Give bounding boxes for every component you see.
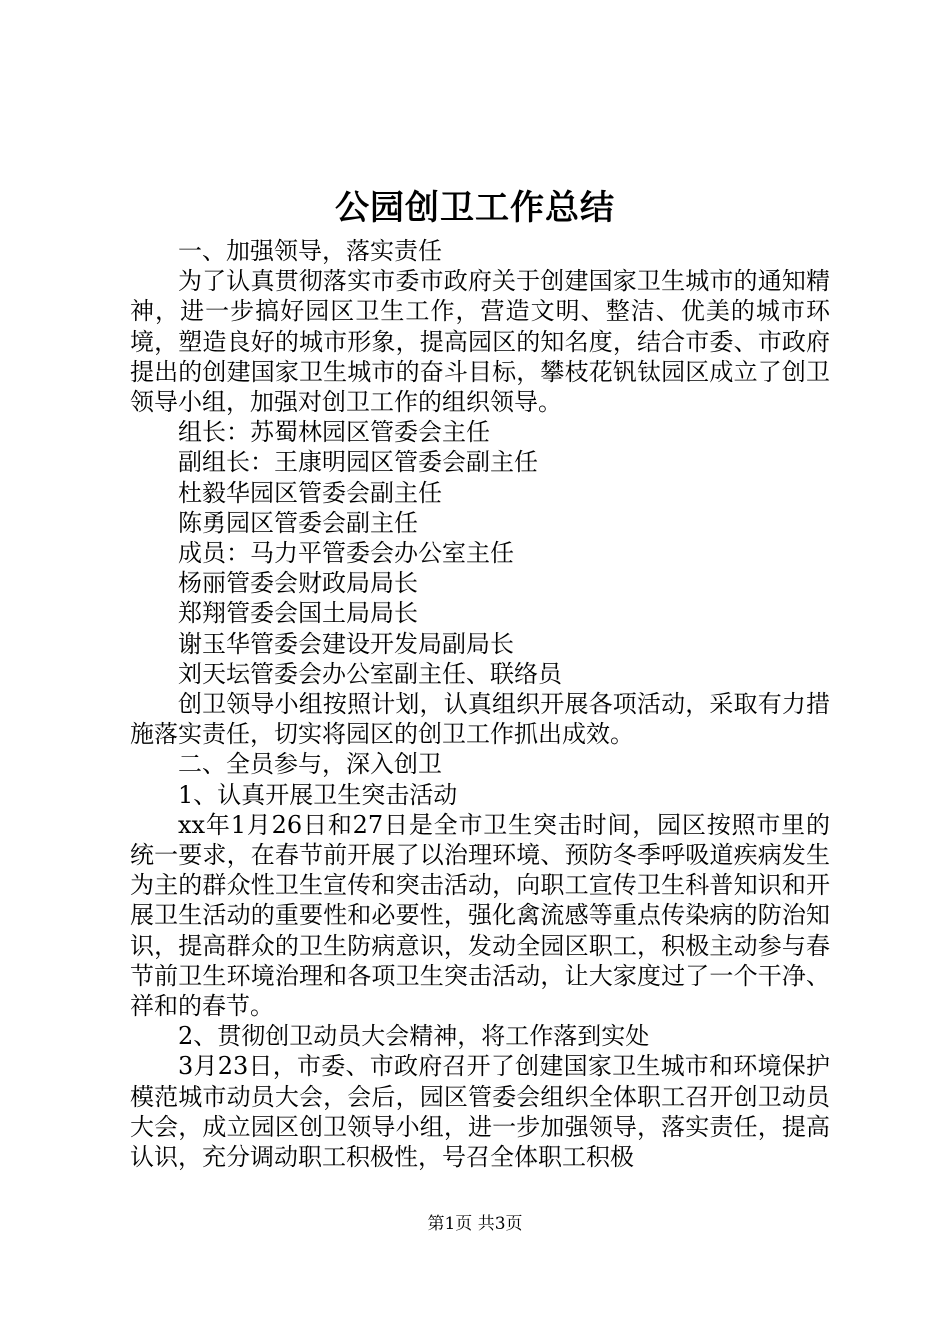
body-paragraph: 为了认真贯彻落实市委市政府关于创建国家卫生城市的通知精神，进一步搞好园区卫生工作，营造文明、整洁、优美的城市环境，塑造良好的城市形象，提高园区的知名度，结合市委、市政府提出的创建国家卫生城市的奋斗目标，攀枝花钒钛园区成立了创卫领导小组，加强对创卫工作的组织领导。	[130, 267, 830, 417]
section-heading: 二、全员参与，深入创卫	[178, 750, 442, 779]
member-line: 副组长：王康明园区管委会副主任	[178, 448, 538, 477]
member-line: 郑翔管委会国土局局长	[178, 599, 418, 628]
member-line: 刘天坛管委会办公室副主任、联络员	[178, 659, 562, 688]
subsection-heading: 1、认真开展卫生突击活动	[178, 780, 458, 809]
member-line: 成员：马力平管委会办公室主任	[178, 539, 514, 568]
body-paragraph: 3月23日，市委、市政府召开了创建国家卫生城市和环境保护模范城市动员大会，会后，园区管委会组织全体职工召开创卫动员大会，成立园区创卫领导小组，进一步加强领导，落实责任，提高认识，充分调动职工积极性，号召全体职工积极	[130, 1052, 830, 1172]
body-paragraph: 创卫领导小组按照计划，认真组织开展各项活动，采取有力措施落实责任，切实将园区的创卫工作抓出成效。	[130, 690, 830, 749]
page-indicator: 第1页 共3页	[427, 1214, 523, 1234]
member-line: 杨丽管委会财政局局长	[178, 569, 418, 598]
section-heading: 一、加强领导，落实责任	[178, 237, 442, 265]
member-line: 杜毅华园区管委会副主任	[178, 478, 442, 507]
document-title: 公园创卫工作总结	[335, 188, 615, 228]
member-line: 陈勇园区管委会副主任	[178, 508, 418, 537]
member-line: 组长：苏蜀林园区管委会主任	[178, 418, 490, 447]
body-paragraph: xx年1月26日和27日是全市卫生突击时间，园区按照市里的统一要求，在春节前开展了以治理环境、预防冬季呼吸道疾病发生为主的群众性卫生宣传和突击活动，向职工宣传卫生科普知识和开展卫生活动的重要性和必要性，强化禽流感等重点传染病的防治知识，提高群众的卫生防病意识，发动全园区职工，积极主动参与春节前卫生环境治理和各项卫生突击活动，让大家度过了一个干净、祥和的春节。	[130, 810, 830, 1021]
document-body	[130, 236, 830, 1172]
member-line: 谢玉华管委会建设开发局副局长	[178, 629, 514, 658]
subsection-heading: 2、贯彻创卫动员大会精神，将工作落到实处	[178, 1022, 650, 1051]
